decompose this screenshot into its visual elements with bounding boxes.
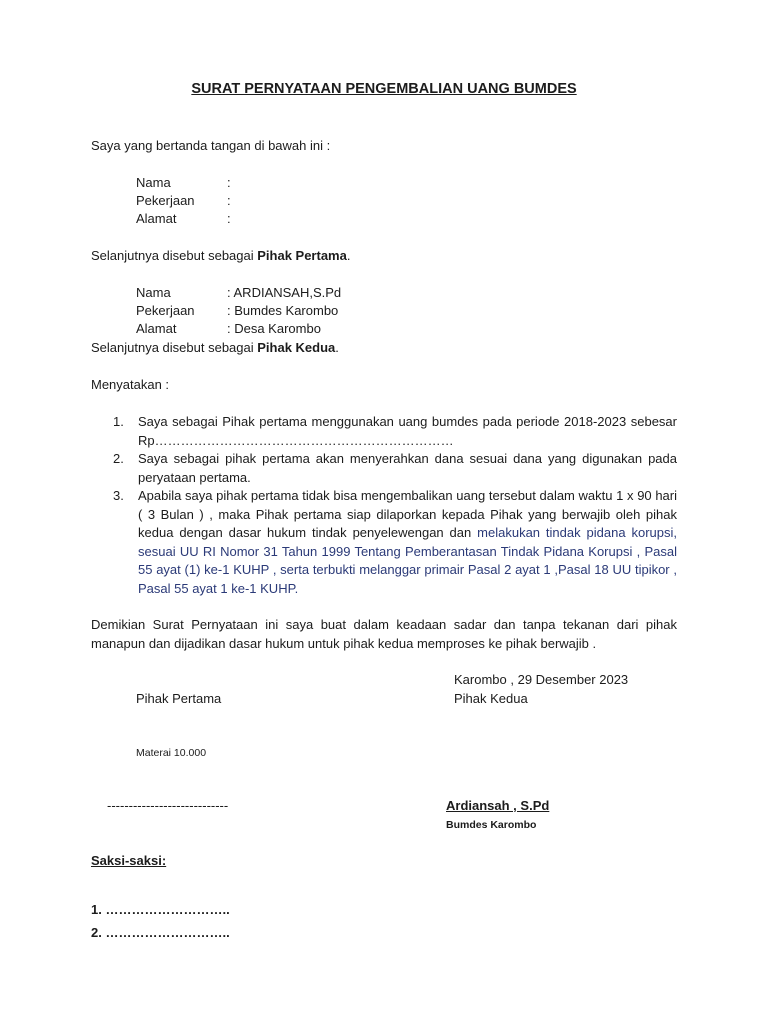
list-item-text: Saya sebagai Pihak pertama menggunakan uang bumdes pada periode 2018-2023 sebesar Rp…………………………………………………………… <box>138 414 677 448</box>
list-item <box>113 487 677 599</box>
second-party-address-label: Alamat <box>136 321 177 336</box>
signer-right-label: Pihak Kedua <box>454 691 528 706</box>
witness-line-1: 1. ……………………….. <box>91 902 230 917</box>
stamp-note: Materai 10.000 <box>136 747 207 759</box>
list-item-number: 2. <box>113 451 124 466</box>
document-title: SURAT PERNYATAAN PENGEMBALIAN UANG BUMDES <box>191 81 577 97</box>
second-party-designation: Selanjutnya disebut sebagai Pihak Kedua. <box>91 340 339 355</box>
first-party-address-label: Alamat <box>136 211 177 226</box>
witness-line-2: 2. ……………………….. <box>91 925 230 940</box>
place-date: Karombo , 29 Desember 2023 <box>454 672 629 687</box>
list-item <box>113 413 677 450</box>
list-item-text: Saya sebagai pihak pertama akan menyerahkan dana sesuai dana yang digunakan pada peryataan pertama. <box>138 451 677 485</box>
second-party-name-value: : ARDIANSAH,S.Pd <box>227 285 342 300</box>
right-signer-org: Bumdes Karombo <box>446 819 537 831</box>
first-party-job-label: Pekerjaan <box>136 193 195 208</box>
first-party-designation: Selanjutnya disebut sebagai Pihak Pertama. <box>91 248 351 263</box>
right-signer-name: Ardiansah , S.Pd <box>446 798 550 813</box>
first-party-address-value: : <box>227 211 231 226</box>
first-party-job-value: : <box>227 193 231 208</box>
list-item-text: Apabila saya pihak pertama tidak bisa mengembalikan uang tersebut dalam waktu 1 x 90 hari ( 3 Bulan ) , maka Pihak pertama siap dilaporkan kepada Pihak yang berwajib oleh pihak kedua dengan dasar hukum tindak penyelewengan dan melakukan tindak pidana korupsi, sesuai UU RI Nomor 31 Tahun 1999 Tentang Pemberantasan Tindak Pidana Korupsi , Pasal 55 ayat (1) ke-1 KUHP , serta terbukti melanggar primair Pasal 2 ayat 1 ,Pasal 18 UU tipikor , Pasal 55 ayat 1 ke-1 KUHP. <box>138 488 677 596</box>
first-party-name-value: : <box>227 175 231 190</box>
first-party-name-label: Nama <box>136 175 171 190</box>
second-party-name-label: Nama <box>136 285 171 300</box>
second-party-job-label: Pekerjaan <box>136 303 195 318</box>
signer-left-label: Pihak Pertama <box>136 691 222 706</box>
list-item-number: 1. <box>113 414 124 429</box>
closing-paragraph: Demikian Surat Pernyataan ini saya buat dalam keadaan sadar dan tanpa tekanan dari pihak manapun dan dijadikan dasar hukum untuk pihak kedua memproses ke pihak berwajib . <box>91 617 677 651</box>
second-party-address-value: : Desa Karombo <box>227 321 321 336</box>
left-signature-line: ---------------------------- <box>107 798 229 813</box>
intro-text: Saya yang bertanda tangan di bawah ini : <box>91 138 331 153</box>
second-party-job-value: : Bumdes Karombo <box>227 303 339 318</box>
list-item-number: 3. <box>113 488 124 503</box>
witnesses-heading: Saksi-saksi: <box>91 853 167 868</box>
list-item <box>113 450 677 487</box>
declares-heading: Menyatakan : <box>91 377 170 392</box>
